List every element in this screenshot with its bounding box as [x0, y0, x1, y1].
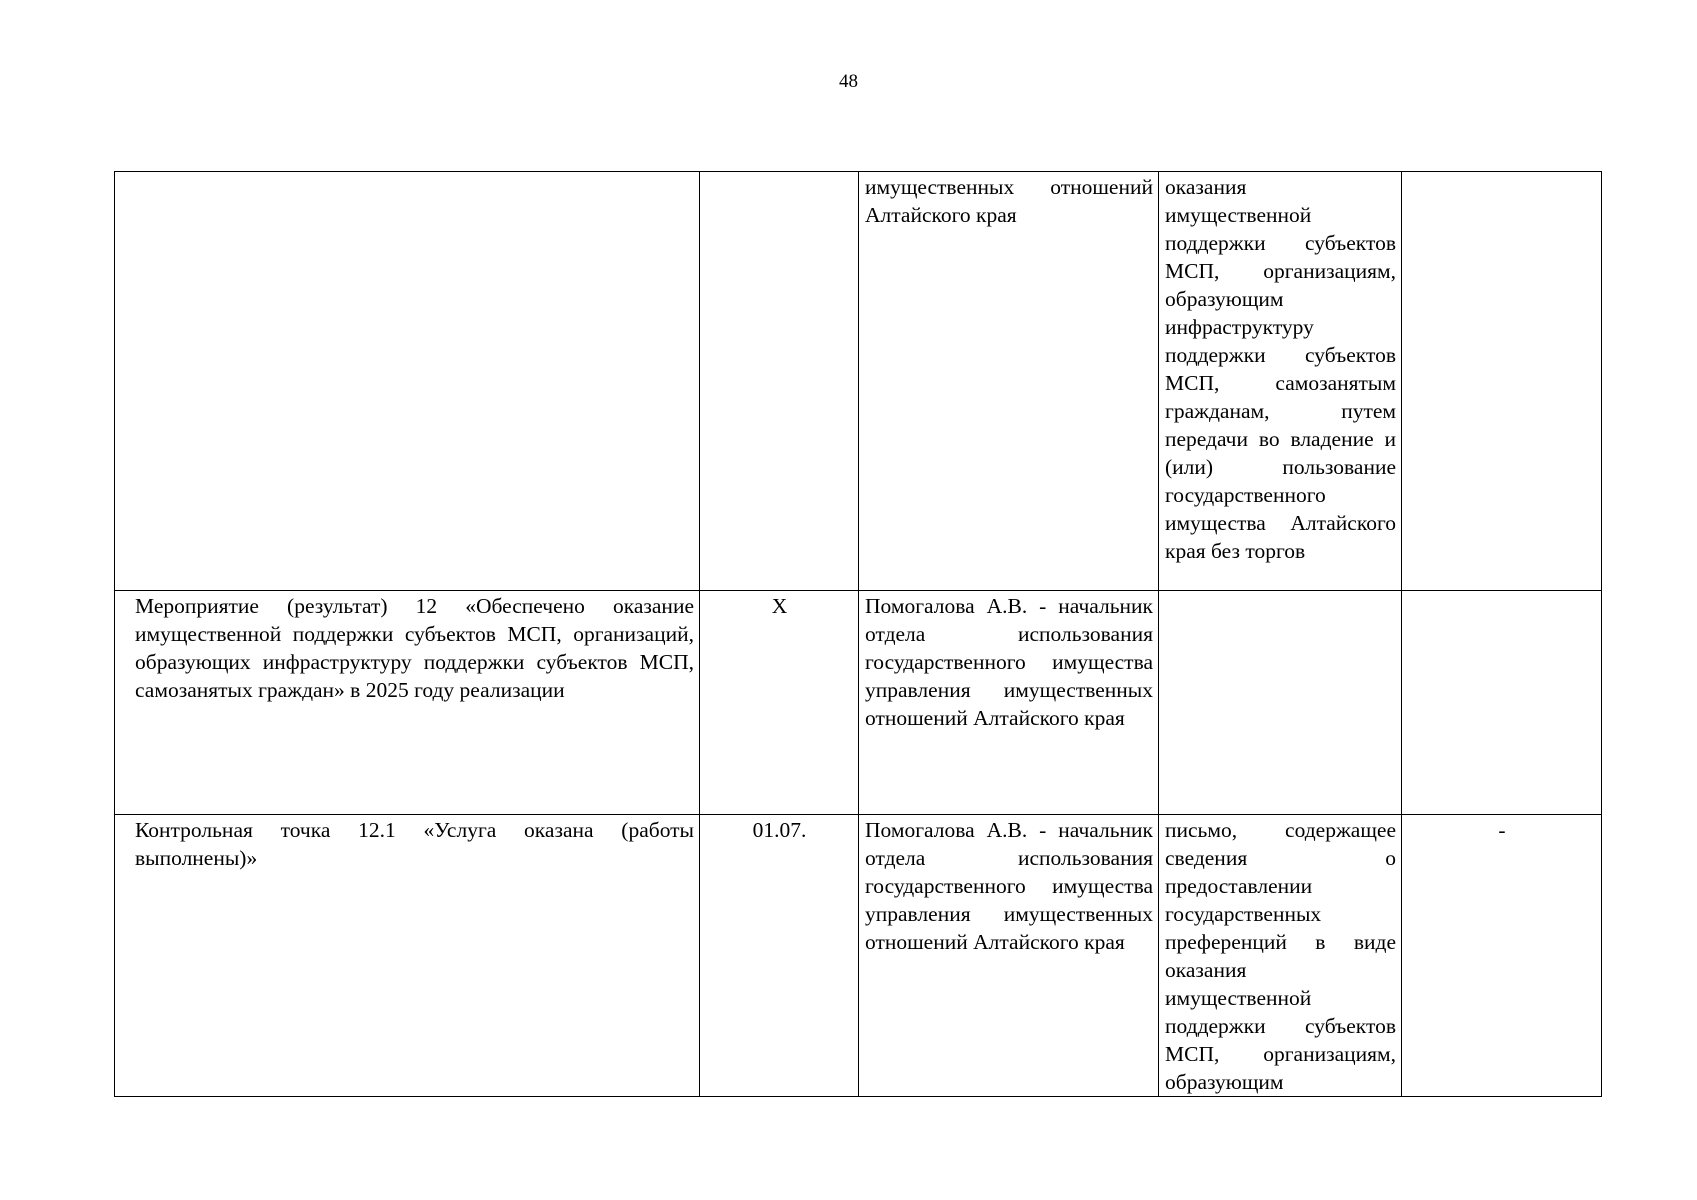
cell-note: - — [1402, 815, 1602, 1097]
plan-table — [114, 171, 1602, 1097]
cell-name — [115, 172, 700, 591]
table-row — [115, 815, 1602, 1097]
cell-date: 01.07. — [700, 815, 859, 1097]
cell-responsible: имущественных отношений Алтайского края — [859, 172, 1159, 591]
cell-document — [1159, 591, 1402, 815]
cell-date — [700, 172, 859, 591]
cell-note — [1402, 591, 1602, 815]
cell-name: Мероприятие (результат) 12 «Обеспечено оказание имущественной поддержки субъектов МСП, организаций, образующих инфраструктуру поддержки субъектов МСП, самозанятых граждан» в 2025 году реализации — [115, 591, 700, 815]
cell-date: X — [700, 591, 859, 815]
cell-document: оказания имущественной поддержки субъектов МСП, организациям, образующим инфраструктуру поддержки субъектов МСП, самозанятым гражданам, путем передачи во владение и (или) пользование государственного имущества Алтайского края без торгов — [1159, 172, 1402, 591]
cell-responsible: Помогалова А.В. - начальник отдела использования государственного имущества управления имущественных отношений Алтайского края — [859, 815, 1159, 1097]
cell-responsible: Помогалова А.В. - начальник отдела использования государственного имущества управления имущественных отношений Алтайского края — [859, 591, 1159, 815]
table-row — [115, 172, 1602, 591]
cell-note — [1402, 172, 1602, 591]
page-number: 48 — [839, 71, 858, 92]
cell-name: Контрольная точка 12.1 «Услуга оказана (работы выполнены)» — [115, 815, 700, 1097]
cell-document: письмо, содержащее сведения о предоставлении государственных преференций в виде оказания имущественной поддержки субъектов МСП, организациям, образующим — [1159, 815, 1402, 1097]
table-row — [115, 591, 1602, 815]
